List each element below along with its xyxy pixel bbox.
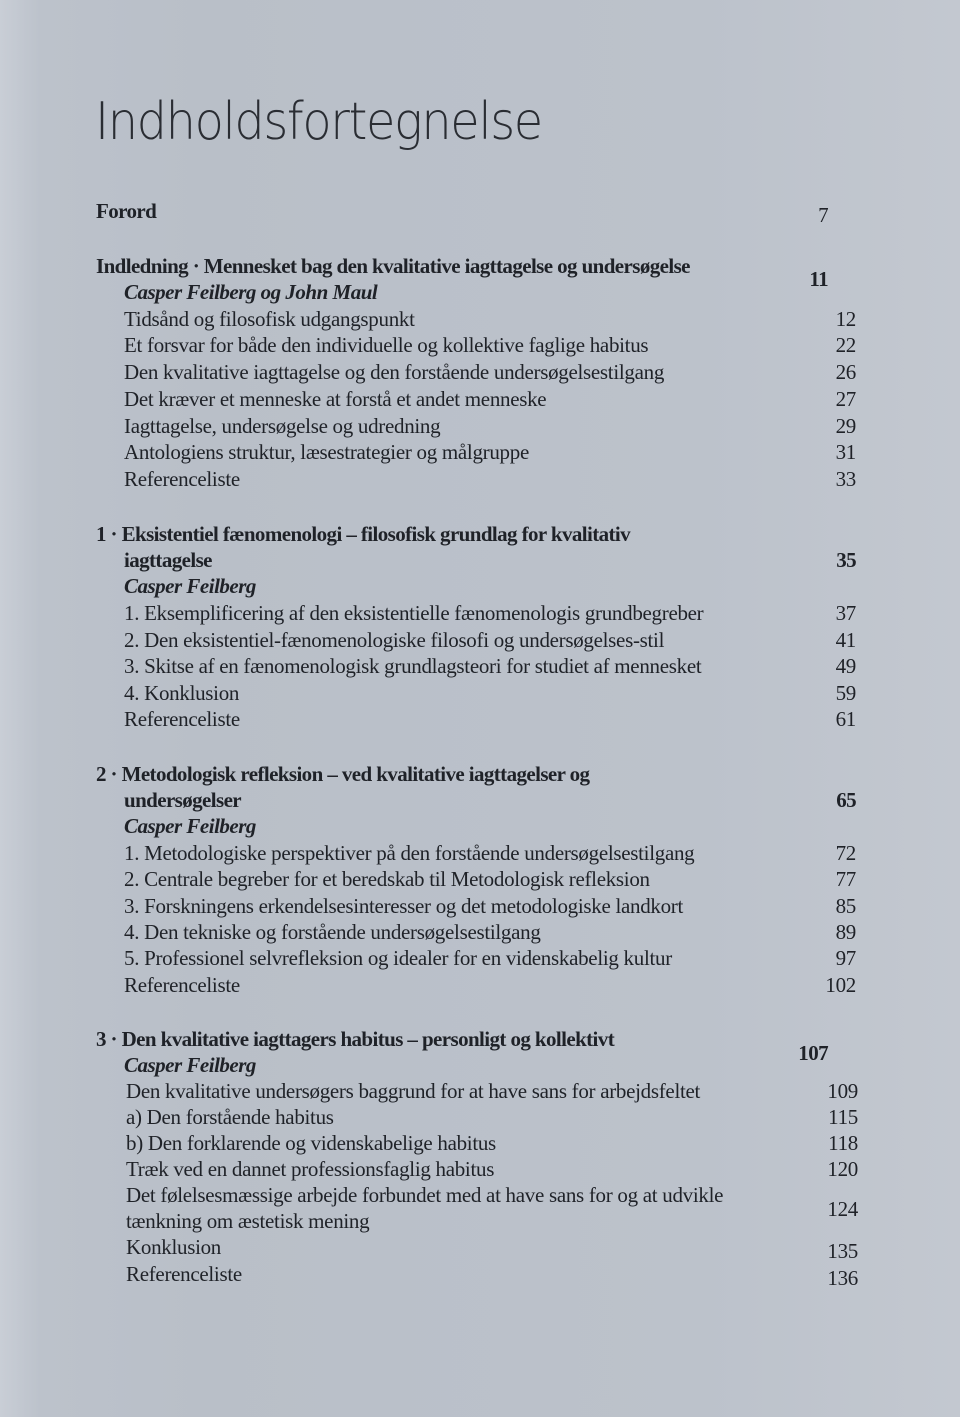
section-heading-continued: iagttagelse 35	[124, 548, 856, 572]
toc-entry: 2. Centrale begreber for et beredskab til Metodologisk refleksion 77	[124, 867, 856, 891]
section-heading: 2 · Metodologisk refleksion – ved kvalitative iagttagelser og	[96, 762, 590, 786]
toc-page-number: 35	[836, 548, 856, 572]
toc-entry: Referenceliste 102	[124, 973, 856, 997]
toc-page-number: 118	[828, 1131, 858, 1155]
toc-page-number: 97	[835, 946, 856, 970]
section-author: Casper Feilberg	[124, 1053, 256, 1077]
toc-entry: Det kræver et menneske at forstå et andet menneske 27	[124, 387, 856, 411]
toc-page-number: 115	[828, 1105, 858, 1129]
toc-entry: Referenceliste 61	[124, 707, 856, 731]
toc-page-number: 7	[818, 203, 828, 227]
toc-page-number: 65	[836, 788, 856, 812]
toc-page-number: 89	[835, 920, 856, 944]
toc-entry: a) Den forstående habitus 115	[126, 1105, 858, 1129]
toc-page-number: 102	[825, 973, 856, 997]
toc-page-number: 61	[835, 707, 856, 731]
toc-entry: Iagttagelse, undersøgelse og udredning 29	[124, 414, 856, 438]
toc-entry: Tidsånd og filosofisk udgangspunkt 12	[124, 307, 856, 331]
toc-entry: 1. Eksemplificering af den eksistentielle fænomenologis grundbegreber 37	[124, 601, 856, 625]
toc-section-indledning	[96, 253, 828, 291]
section-author: Casper Feilberg og John Maul	[124, 280, 378, 304]
toc-page-number: 11	[809, 267, 828, 291]
section-heading: Indledning · Mennesket bag den kvalitative iagttagelse og undersøgelse	[96, 254, 690, 278]
toc-entry: 3. Forskningens erkendelsesinteresser og det metodologiske landkort 85	[124, 894, 856, 918]
toc-entry: 4. Konklusion 59	[124, 681, 856, 705]
toc-page-number: 120	[827, 1157, 858, 1181]
toc-entry: Den kvalitative iagttagelse og den forstående undersøgelsestilgang 26	[124, 360, 856, 384]
toc-entry: Konklusion 135	[126, 1235, 858, 1263]
toc-entry-multiline: Det følelsesmæssige arbejde forbundet med at have sans for og at udvikle tænkning om æstetisk mening 124	[126, 1183, 858, 1233]
toc-entry: 2. Den eksistentiel-fænomenologiske filosofi og undersøgelses-stil 41	[124, 628, 856, 652]
toc-entry: 3. Skitse af en fænomenologisk grundlagsteori for studiet af mennesket 49	[124, 654, 856, 678]
toc-entry: Referenceliste 33	[124, 467, 856, 491]
section-author: Casper Feilberg	[124, 574, 256, 598]
toc-page-number: 12	[835, 307, 856, 331]
toc-page-number: 124	[827, 1197, 858, 1221]
toc-page-number: 109	[827, 1079, 858, 1103]
toc-section-chapter-1	[96, 521, 828, 547]
toc-page-number: 59	[835, 681, 856, 705]
section-heading-continued: undersøgelser 65	[124, 788, 856, 812]
toc-entry-forord	[96, 198, 828, 227]
toc-page-number: 72	[835, 841, 856, 865]
toc-entry: Den kvalitative undersøgers baggrund for at have sans for arbejdsfeltet 109	[126, 1079, 858, 1103]
section-author: Casper Feilberg	[124, 814, 256, 838]
toc-entry-label: Forord	[96, 199, 157, 223]
toc-page-number: 27	[835, 387, 856, 411]
toc-page-number: 107	[798, 1041, 828, 1065]
toc-page-number: 22	[835, 333, 856, 357]
toc-page-number: 37	[835, 601, 856, 625]
toc-entry: 5. Professionel selvrefleksion og idealer for en videnskabelig kultur 97	[124, 946, 856, 970]
toc-page-number: 33	[835, 467, 856, 491]
toc-page-number: 26	[835, 360, 856, 384]
toc-page-number: 31	[835, 440, 856, 464]
toc-entry: Antologiens struktur, læsestrategier og målgruppe 31	[124, 440, 856, 464]
toc-page-number: 135	[827, 1239, 858, 1263]
toc-page-number: 85	[835, 894, 856, 918]
page-title: Indholdsfortegnelse	[95, 92, 542, 152]
toc-page-number: 49	[835, 654, 856, 678]
toc-entry: Træk ved en dannet professionsfaglig habitus 120	[126, 1157, 858, 1181]
toc-page-number: 29	[835, 414, 856, 438]
toc-page-number: 77	[835, 867, 856, 891]
toc-section-chapter-2	[96, 761, 828, 787]
toc-entry: 4. Den tekniske og forstående undersøgelsestilgang 89	[124, 920, 856, 944]
section-heading: 1 · Eksistentiel fænomenologi – filosofisk grundlag for kvalitativ	[96, 522, 631, 546]
toc-entry: 1. Metodologiske perspektiver på den forstående undersøgelsestilgang 72	[124, 841, 856, 865]
toc-entry: Et forsvar for både den individuelle og kollektive faglige habitus 22	[124, 333, 856, 357]
toc-entry: b) Den forklarende og videnskabelige habitus 118	[126, 1131, 858, 1155]
section-heading: 3 · Den kvalitative iagttagers habitus – personligt og kollektivt	[96, 1027, 615, 1051]
toc-entry: Referenceliste 136	[126, 1262, 858, 1290]
toc-page-number: 41	[835, 628, 856, 652]
toc-page-number: 136	[827, 1266, 858, 1290]
